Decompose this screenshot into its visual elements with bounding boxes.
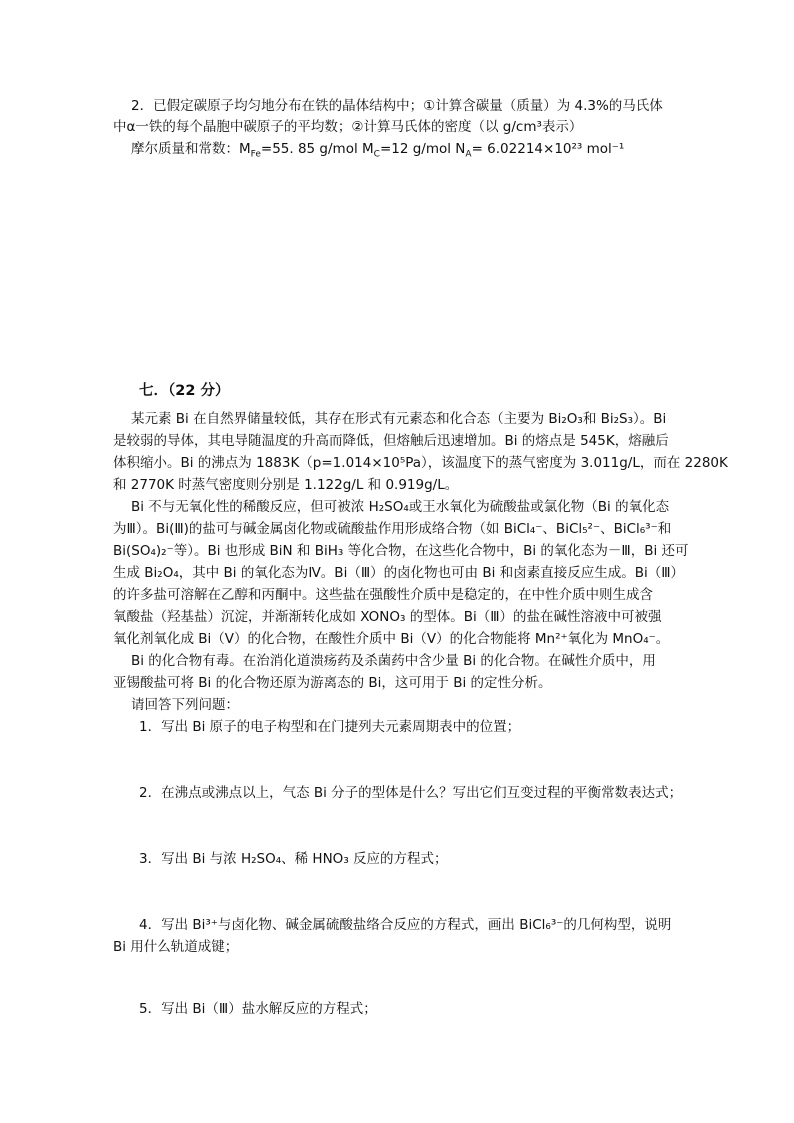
- paragraph-3-line: Bi 的化合物有毒。在治消化道溃疡药及杀菌药中含少量 Bi 的化合物。在碱性介质中，用: [131, 653, 656, 669]
- paragraph-2-line: Bi(SO₄)₂⁻等）。Bi 也形成 BiN 和 BiH₃ 等化合物，在这些化合物中，Bi 的氧化态为－Ⅲ，Bi 还可: [113, 543, 689, 559]
- paragraph-1-line: 是较弱的导体，其电导随温度的升高而降低，但熔触后迅速增加。Bi 的熔点是 545K，熔融后: [113, 433, 669, 449]
- paragraph-2-line: 氧酸盐（羟基盐）沉淀，并渐渐转化成如 XONO₃ 的型体。Bi（Ⅲ）的盐在碱性溶液中可被强: [113, 609, 662, 625]
- question-2: 2．在沸点或沸点以上，气态 Bi 分子的型体是什么？写出它们互变过程的平衡常数表达式；: [139, 785, 683, 801]
- paragraph-3-line: 亚锡酸盐可将 Bi 的化合物还原为游离态的 Bi，这可用于 Bi 的定性分析。: [113, 675, 552, 691]
- question-5: 5．写出 Bi（Ⅲ）盐水解反应的方程式；: [139, 1001, 377, 1017]
- question-1: 1．写出 Bi 原子的电子构型和在门捷列夫元素周期表中的位置；: [139, 719, 521, 735]
- paragraph-2-line: Bi 不与无氧化性的稀酸反应，但可被浓 H₂SO₄或王水氧化为硫酸盐或氯化物（Bi 的氧化态: [131, 499, 670, 515]
- section-7-heading: 七．（22 分）: [139, 383, 230, 399]
- paragraph-2-line: 为Ⅲ）。Bi(Ⅲ)的盐可与碱金属卤化物或硫酸盐作用形成络合物（如 BiCl₄⁻、BiCl₅²⁻、BiCl₆³⁻和: [113, 521, 672, 537]
- problem-2-constants: 摩尔质量和常数：$M_{Fe}=55$. 85 g/mol $M_C=12$ g/mol $N_A= 6.02214\times 10^{23}$ mol⁻¹: [131, 141, 625, 160]
- question-3: 3．写出 Bi 与浓 H₂SO₄、稀 HNO₃ 反应的方程式；: [139, 851, 448, 867]
- paragraph-2-line: 生成 Bi₂O₄，其中 Bi 的氧化态为Ⅳ。Bi（Ⅲ）的卤化物也可由 Bi 和卤素直接反应生成。Bi（Ⅲ）: [113, 565, 685, 581]
- question-4-line-2: Bi 用什么轨道成键；: [113, 939, 239, 955]
- paragraph-1-line: 某元素 Bi 在自然界储量较低，其存在形式有元素态和化合态（主要为 Bi₂O₃和 Bi₂S₃）。Bi: [131, 411, 667, 427]
- questions-prompt: 请回答下列问题：: [131, 697, 239, 713]
- paragraph-2-line: 氧化剂氧化成 Bi（Ⅴ）的化合物，在酸性介质中 Bi（Ⅴ）的化合物能将 Mn²⁺氧化为 MnO₄⁻。: [113, 631, 670, 647]
- question-4-line-1: 4．写出 Bi³⁺与卤化物、碱金属硫酸盐络合反应的方程式，画出 BiCl₆³⁻的几何构型，说明: [139, 917, 672, 933]
- paragraph-1-line: 体积缩小。Bi 的沸点为 1883K（p=1.014×10⁵Pa），该温度下的蒸气密度为 3.011g/L，而在 2280K: [113, 455, 728, 471]
- paragraph-1-line: 和 2770K 时蒸气密度则分别是 1.122g/L 和 0.919g/L。: [113, 477, 459, 493]
- paragraph-2-line: 的许多盐可溶解在乙醇和丙酮中。这些盐在强酸性介质中是稳定的，在中性介质中则生成含: [113, 587, 653, 603]
- problem-2-line-2: 中α一铁的每个晶胞中碳原子的平均数；②计算马氏体的密度（以 g/cm³表示）: [113, 119, 583, 135]
- problem-2-line-1: 2．已假定碳原子均匀地分布在铁的晶体结构中；①计算含碳量（质量）为 4.3%的马氏体: [131, 98, 663, 114]
